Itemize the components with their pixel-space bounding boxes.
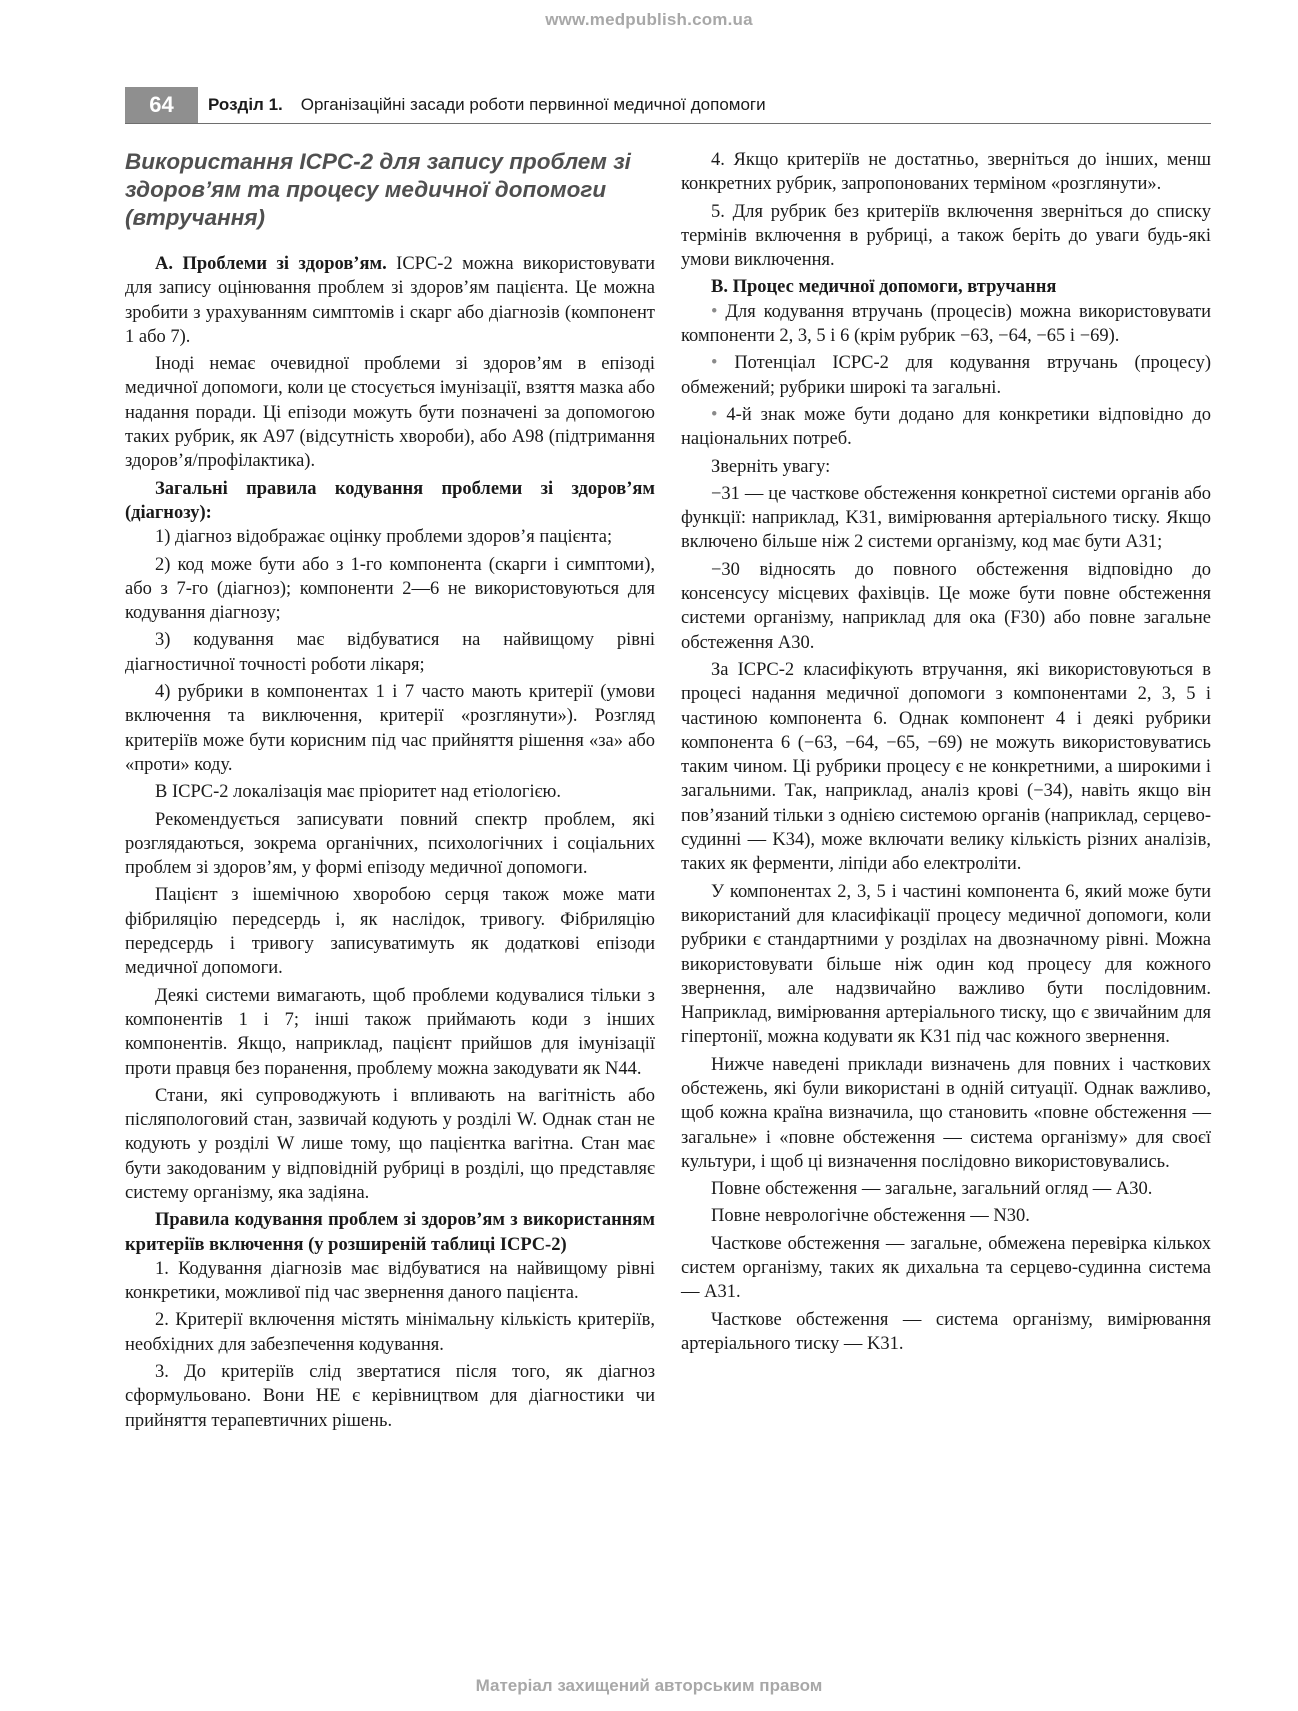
rule-item: 3) кодування має відбуватися на найвищому рівні діагностичної точності роботи лікаря; bbox=[125, 630, 655, 675]
page-number: 64 bbox=[125, 87, 198, 123]
paragraph: У компонентах 2, 3, 5 і частині компонента 6, який може бути використаний для класифікації процесу медичної допомоги, коли рубрики є стандартними у розділах на двозначному рівні. Можна використовувати більше ніж один код процесу для кожного звернення, але надзвичайно важливо бути послідовним. Наприклад, вимірювання артеріального тиску, що є звичайним для гіпертонії, можна кодувати як K31 під час кожного звернення. bbox=[681, 881, 1211, 1048]
bullet-item bbox=[681, 351, 1211, 400]
paragraph: Деякі системи вимагають, щоб проблеми кодувалися тільки з компонентів 1 і 7; інші також приймають коди з інших компонентів. Якщо, наприклад, пацієнт прийшов для імунізації проти правця без поранення, проблему можна закодувати як N44. bbox=[125, 985, 655, 1079]
note-item: −31 — це часткове обстеження конкретної системи органів або функції: наприклад, K31, вимірювання артеріального тиску. Якщо включено більше ніж 2 системи організму, код має бути A31; bbox=[681, 483, 1211, 553]
bullet-item bbox=[681, 403, 1211, 452]
rule-item: 2) код може бути або з 1-го компонента (скарги і симптоми), або з 7-го (діагноз); компоненти 2—6 не використовуються для кодування діагнозу; bbox=[125, 554, 655, 624]
subheading-general-rules: Загальні правила кодування проблеми зі здоров’ям (діагнозу): bbox=[125, 478, 655, 523]
bullet-icon: • bbox=[711, 353, 718, 374]
subheading-inclusion-criteria: Правила кодування проблем зі здоров’ям з використанням критеріїв включення (у розширеній таблиці ICPC-2) bbox=[125, 1210, 655, 1255]
bullet-text: 4-й знак може бути додано для конкретики відповідно до національних потреб. bbox=[681, 404, 1211, 450]
bullet-text: Потенціал ICPC-2 для кодування втручань (процесу) обмежений; рубрики широкі та загальні. bbox=[681, 353, 1211, 398]
paragraph: В ICPC-2 локалізація має пріоритет над етіологією. bbox=[155, 782, 561, 803]
bullet-text: Для кодування втручань (процесів) можна використовувати компоненти 2, 3, 5 і 6 (крім рубрик −63, −64, −65 і −69). bbox=[681, 301, 1211, 347]
copyright-footer: Матеріал захищений авторським правом bbox=[475, 1676, 823, 1695]
example-item: Повне неврологічне обстеження — N30. bbox=[711, 1206, 1030, 1227]
bullet-item bbox=[681, 300, 1211, 349]
example-item: Повне обстеження — загальне, загальний огляд — A30. bbox=[711, 1179, 1153, 1200]
criteria-item: 4. Якщо критеріїв не достатньо, зверніться до інших, менш конкретних рубрик, запропонованих терміном «розглянути». bbox=[681, 150, 1211, 195]
example-item: Часткове обстеження — система організму, вимірювання артеріального тиску — K31. bbox=[681, 1309, 1211, 1354]
paragraph: Рекомендується записувати повний спектр проблем, які розглядаються, зокрема органічних, психологічних і соціальних проблем зі здоров’ям, у формі епізоду медичної допомоги. bbox=[125, 809, 655, 879]
rule-item: 4) рубрики в компонентах 1 і 7 часто мають критерії (умови включення та виключення, критерії «розглянути»). Розгляд критеріїв може бути корисним під час прийняття рішення «за» або «проти» коду. bbox=[125, 682, 655, 775]
paragraph-lead: А. Проблеми зі здоров’ям. bbox=[155, 254, 387, 274]
paragraph: Нижче наведені приклади визначень для повних і часткових обстежень, які були використані в одній ситуації. Однак важливо, щоб кожна країна визначила, що становить «повне обстеження — загальне» і «повне обстеження — система організму» для своєї культури, і щоб ці визначення послідовно використовувались. bbox=[681, 1054, 1211, 1172]
note-label: Зверніть увагу: bbox=[711, 456, 831, 477]
right-column bbox=[681, 148, 1211, 1356]
paragraph: Іноді немає очевидної проблеми зі здоров’ям в епізоді медичної допомоги, коли це стосується імунізації, взяття мазка або надання поради. Ці епізоди можуть бути позначені за допомогою таких рубрик, як A97 (відсутність хвороби), або A98 (підтримання здоров’я/профілактика). bbox=[125, 354, 655, 472]
running-head bbox=[125, 87, 1211, 124]
note-item: −30 відносять до повного обстеження відповідно до консенсусу місцевих фахівців. Це може бути повне обстеження системи організму, наприклад для ока (F30) або повне загальне обстеження A30. bbox=[681, 559, 1211, 653]
section-label: Розділ 1. bbox=[208, 95, 283, 114]
paragraph: Пацієнт з ішемічною хворобою серця також може мати фібриляцію передсердь і, як наслідок, тривогу. Фібриляцію передсердь і тривогу записуватимуть як додаткові епізоди медичної допомоги. bbox=[125, 885, 655, 979]
subheading-care-process: В. Процес медичної допомоги, втручання bbox=[711, 277, 1057, 298]
rule-item: 1) діагноз відображає оцінку проблеми здоров’я пацієнта; bbox=[155, 527, 613, 548]
paragraph: Стани, які супроводжують і впливають на вагітність або післяпологовий стан, зазвичай кодують у розділі W. Однак стан не кодують у розділі W лише тому, що пацієнтка вагітна. Стан має бути закодованим у відповідній рубриці в розділі, що представляє систему організму, яка задіяна. bbox=[125, 1085, 655, 1203]
criteria-item: 5. Для рубрик без критеріїв включення зверніться до списку термінів включення в рубриці, а також беріть до уваги будь-які умови виключення. bbox=[681, 201, 1211, 271]
article-heading: Використання ICPC-2 для запису проблем зі здоров’ям та процесу медичної допомоги (втручання) bbox=[125, 149, 631, 230]
bullet-icon: • bbox=[711, 301, 718, 322]
example-item: Часткове обстеження — загальне, обмежена перевірка кількох систем організму, таких як дихальна та серцево-судинна система — A31. bbox=[681, 1233, 1211, 1303]
criteria-item: 2. Критерії включення містять мінімальну кількість критеріїв, необхідних для забезпечення кодування. bbox=[125, 1310, 655, 1355]
paragraph-text: ICPC-2 можна використовувати для запису оцінювання проблем зі здоров’ям пацієнта. Це можна зробити з урахуванням симптомів і скарг або діагнозів (компонент 1 або 7). bbox=[125, 254, 655, 347]
criteria-item: 1. Кодування діагнозів має відбуватися на найвищому рівні конкретики, можливої під час звернення даного пацієнта. bbox=[125, 1258, 655, 1304]
bullet-icon: • bbox=[711, 404, 718, 425]
criteria-item: 3. До критеріїв слід звертатися після того, як діагноз сформульовано. Вони НЕ є керівництвом для діагностики чи прийняття терапевтичних рішень. bbox=[125, 1362, 655, 1431]
section-title: Організаційні засади роботи первинної медичної допомоги bbox=[300, 95, 766, 114]
left-column bbox=[125, 148, 655, 1433]
paragraph-health-problems bbox=[125, 252, 655, 349]
site-url: www.medpublish.com.ua bbox=[545, 10, 753, 29]
paragraph: За ICPC-2 класифікують втручання, які використовуються в процесі надання медичної допомоги з компонентами 2, 3, 5 і частиною компонента 6. Однак компонент 4 і деякі рубрики компонента 6 (−63, −64, −65, −69) не можуть використовуватись таким чином. Ці рубрики процесу є не конкретними, а широкими і загальними. Так, наприклад, аналіз крові (−34), навіть якщо він пов’язаний тільки з однією системою органів (наприклад, серцево-судинні — K34), може включати велику кількість різних аналізів, таких як ферменти, ліпіди або електроліти. bbox=[681, 659, 1211, 875]
